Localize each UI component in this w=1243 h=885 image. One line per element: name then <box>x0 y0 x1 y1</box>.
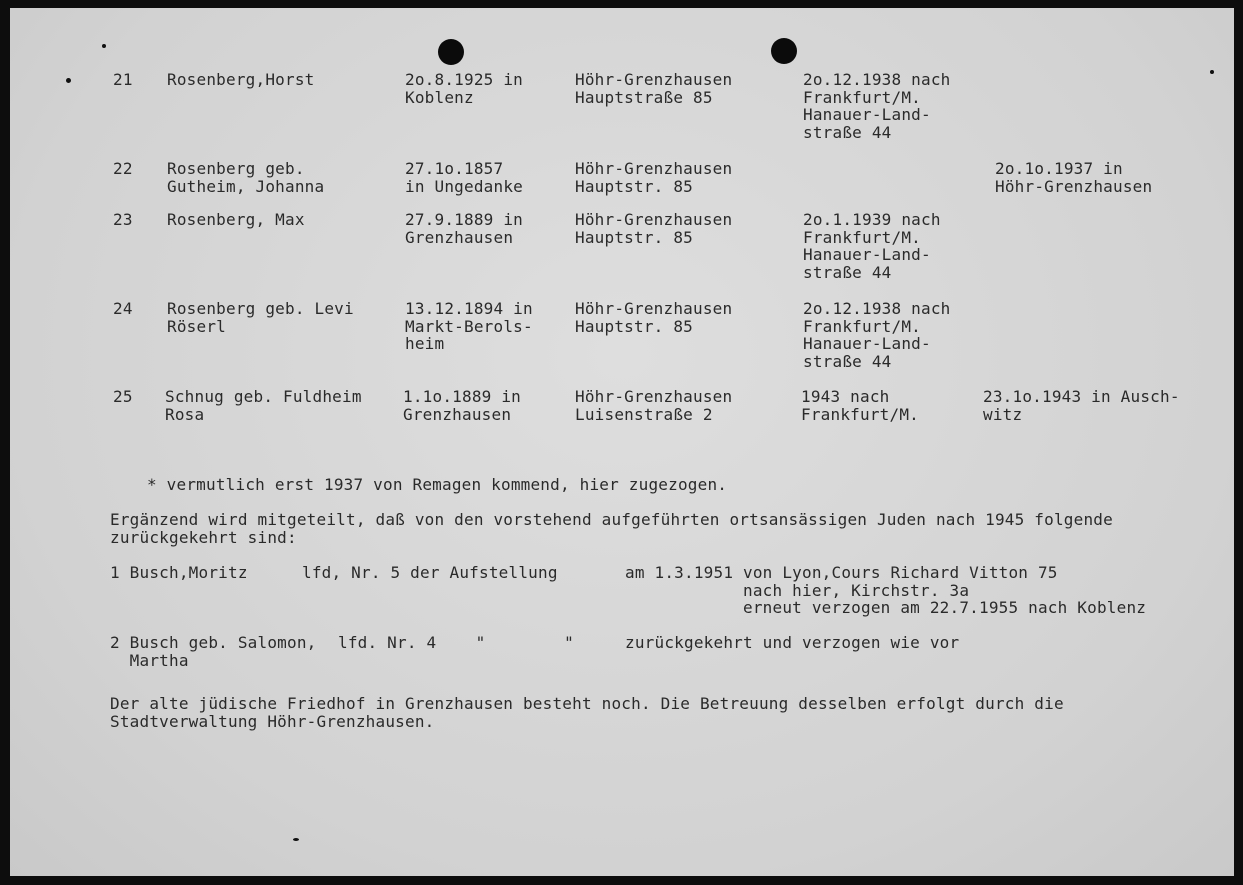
birth-date-place: 13.12.1894 in Markt-Berols- heim <box>405 299 533 353</box>
address: Höhr-Grenzhausen Hauptstr. 85 <box>575 210 733 247</box>
punch-hole <box>771 38 797 64</box>
returnee-reference: lfd. Nr. 4 " " <box>338 633 574 652</box>
ink-speck <box>102 44 106 48</box>
person-name: Rosenberg geb. Gutheim, Johanna <box>167 159 325 196</box>
address: Höhr-Grenzhausen Luisenstraße 2 <box>575 387 733 424</box>
person-name: Rosenberg,Horst <box>167 70 315 89</box>
returnee-name: 1 Busch,Moritz <box>110 563 248 582</box>
row-number: 24 <box>113 299 133 318</box>
returnee-note: zurückgekehrt und verzogen wie vor <box>625 633 960 652</box>
birth-date-place: 2o.8.1925 in Koblenz <box>405 70 523 107</box>
address: Höhr-Grenzhausen Hauptstraße 85 <box>575 70 733 107</box>
row-number: 23 <box>113 210 133 229</box>
death-date-place: 23.1o.1943 in Ausch- witz <box>983 387 1180 424</box>
returnee-note: am 1.3.1951 von Lyon,Cours Richard Vitton 75 nach hier, Kirchstr. 3a erneut verzogen am 22.7.1955 nach Koblenz <box>625 563 1147 617</box>
person-name: Rosenberg geb. Levi Röserl <box>167 299 354 336</box>
footnote: * vermutlich erst 1937 von Remagen kommend, hier zugezogen. <box>147 475 728 494</box>
address: Höhr-Grenzhausen Hauptstr. 85 <box>575 299 733 336</box>
moved-away: 1943 nach Frankfurt/M. <box>801 387 919 424</box>
person-name: Schnug geb. Fuldheim Rosa <box>165 387 362 424</box>
returnee-reference: lfd, Nr. 5 der Aufstellung <box>302 563 558 582</box>
closing-paragraph: Der alte jüdische Friedhof in Grenzhausen besteht noch. Die Betreuung desselben erfolgt durch die Stadtverwaltung Höhr-Grenzhausen. <box>110 694 1064 731</box>
ink-speck <box>1210 70 1214 74</box>
ink-speck <box>66 78 71 83</box>
ink-speck <box>293 838 299 841</box>
returnee-name: 2 Busch geb. Salomon, Martha <box>110 633 317 670</box>
row-number: 21 <box>113 70 133 89</box>
person-name: Rosenberg, Max <box>167 210 305 229</box>
moved-away: 2o.12.1938 nach Frankfurt/M. Hanauer-Land- straße 44 <box>803 299 951 371</box>
row-number: 22 <box>113 159 133 178</box>
intro-paragraph: Ergänzend wird mitgeteilt, daß von den vorstehend aufgeführten ortsansässigen Juden nach 1945 folgende zurückgekehrt sind: <box>110 510 1113 547</box>
death-date-place: 2o.1o.1937 in Höhr-Grenzhausen <box>995 159 1153 196</box>
birth-date-place: 27.1o.1857 in Ungedanke <box>405 159 523 196</box>
punch-hole <box>438 39 464 65</box>
address: Höhr-Grenzhausen Hauptstr. 85 <box>575 159 733 196</box>
birth-date-place: 27.9.1889 in Grenzhausen <box>405 210 523 247</box>
moved-away: 2o.1.1939 nach Frankfurt/M. Hanauer-Land- straße 44 <box>803 210 941 282</box>
document-page <box>10 8 1234 876</box>
moved-away: 2o.12.1938 nach Frankfurt/M. Hanauer-Land- straße 44 <box>803 70 951 142</box>
birth-date-place: 1.1o.1889 in Grenzhausen <box>403 387 521 424</box>
row-number: 25 <box>113 387 133 406</box>
